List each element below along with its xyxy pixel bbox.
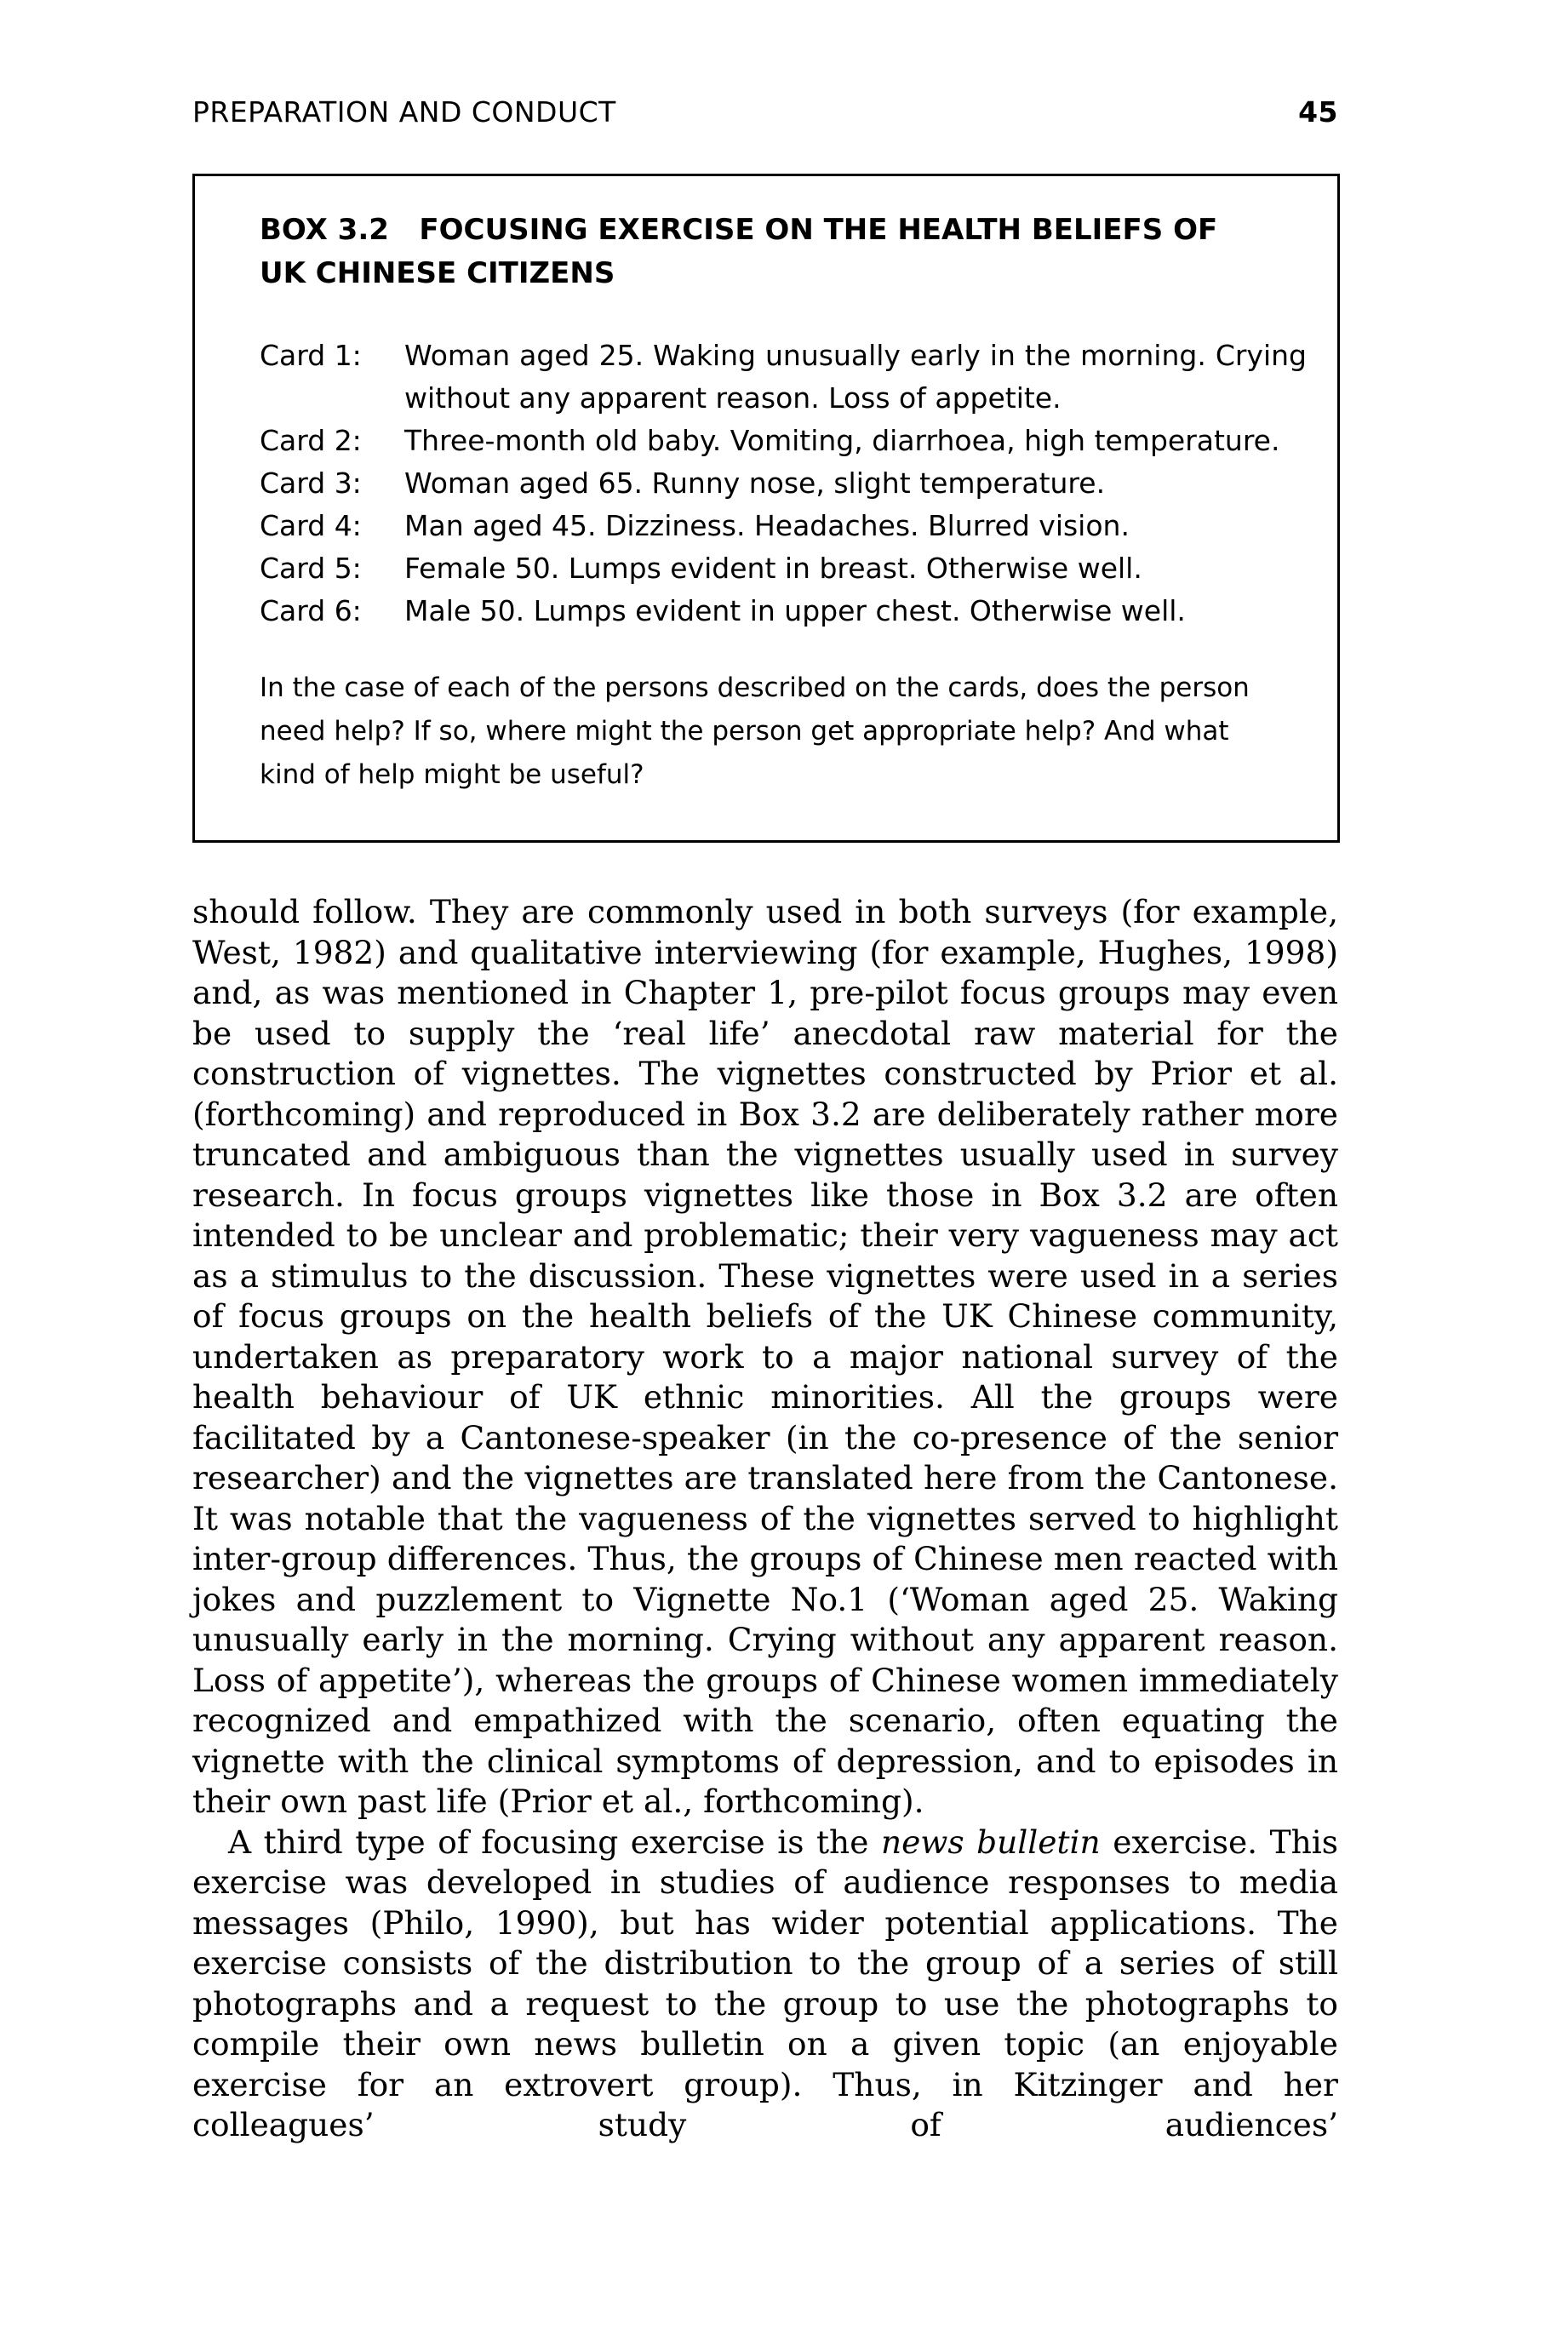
card-text: Female 50. Lumps evident in breast. Otherwise well. bbox=[404, 552, 1142, 585]
card-row bbox=[260, 590, 1307, 632]
card-label: Card 4: bbox=[260, 509, 362, 542]
card-row bbox=[260, 505, 1307, 547]
box-question: In the case of each of the persons described on the cards, does the person need help? If so, where might the person get appropriate help? And what kind of help might be useful? bbox=[260, 672, 1250, 790]
running-head bbox=[192, 95, 1338, 138]
card-text: Man aged 45. Dizziness. Headaches. Blurred vision. bbox=[404, 509, 1130, 542]
card-label: Card 2: bbox=[260, 424, 362, 457]
card-text: Male 50. Lumps evident in upper chest. Otherwise well. bbox=[404, 594, 1186, 627]
card-row bbox=[260, 420, 1307, 462]
card-text: Woman aged 65. Runny nose, slight temperature. bbox=[404, 466, 1106, 500]
page-number: 45 bbox=[1298, 95, 1338, 129]
card-label: Card 3: bbox=[260, 466, 362, 500]
body-text bbox=[192, 892, 1338, 2146]
card-label: Card 6: bbox=[260, 594, 362, 627]
paragraph-2 bbox=[192, 1823, 1338, 2146]
card-label: Card 5: bbox=[260, 552, 362, 585]
card-label: Card 1: bbox=[260, 339, 362, 372]
card-text: Three-month old baby. Vomiting, diarrhoea, high temperature. bbox=[404, 424, 1280, 457]
box-title-line-1: BOX 3.2 FOCUSING EXERCISE ON THE HEALTH BELIEFS OF bbox=[260, 213, 1218, 247]
card-row bbox=[260, 462, 1307, 505]
box-3-2 bbox=[192, 174, 1340, 843]
box-title-line-2: UK CHINESE CITIZENS bbox=[260, 256, 615, 290]
card-list bbox=[260, 335, 1307, 632]
card-row bbox=[260, 547, 1307, 590]
card-row bbox=[260, 335, 1307, 420]
card-text: Woman aged 25. Waking unusually early in the morning. Crying without any apparent reason. Loss of appetite. bbox=[404, 339, 1307, 415]
running-title: PREPARATION AND CONDUCT bbox=[192, 95, 616, 129]
paragraph-2-after: exercise. This exercise was developed in studies of audience responses to media messages (Philo, 1990), but has wider potential applications. The exercise consists of the distribution to the group of a series of still photographs and a request to the group to use the photographs to compile their own news bulletin on a given topic (an enjoyable exercise for an extrovert group). Thus, in Kitzinger and her colleagues’ study of audiences’ bbox=[192, 1823, 1338, 2143]
box-title bbox=[260, 209, 1281, 295]
paragraph-2-before: A third type of focusing exercise is the bbox=[228, 1823, 881, 1861]
paragraph-1: should follow. They are commonly used in both surveys (for example, West, 1982) and qualitative interviewing (for example, Hughes, 1998) and, as was mentioned in Chapter 1, pre-pilot focus groups may even be used to supply the ‘real life’ anecdotal raw material for the construction of vignettes. The vignettes constructed by Prior et al. (forthcoming) and reproduced in Box 3.2 are deliberately rather more truncated and ambiguous than the vignettes usually used in survey research. In focus groups vignettes like those in Box 3.2 are often intended to be unclear and problematic; their very vagueness may act as a stimulus to the discussion. These vignettes were used in a series of focus groups on the health beliefs of the UK Chinese community, undertaken as preparatory work to a major national survey of the health behaviour of UK ethnic minorities. All the groups were facilitated by a Cantonese-speaker (in the co-presence of the senior researcher) and the vignettes are translated here from the Cantonese. It was notable that the vagueness of the vignettes served to highlight inter-group differences. Thus, the groups of Chinese men reacted with jokes and puzzlement to Vignette No.1 (‘Woman aged 25. Waking unusually early in the morning. Crying without any apparent reason. Loss of appetite’), whereas the groups of Chinese women immediately recognized and empathized with the scenario, often equating the vignette with the clinical symptoms of depression, and to episodes in their own past life (Prior et al., forthcoming). bbox=[192, 893, 1338, 1820]
news-bulletin-term: news bulletin bbox=[880, 1823, 1101, 1861]
